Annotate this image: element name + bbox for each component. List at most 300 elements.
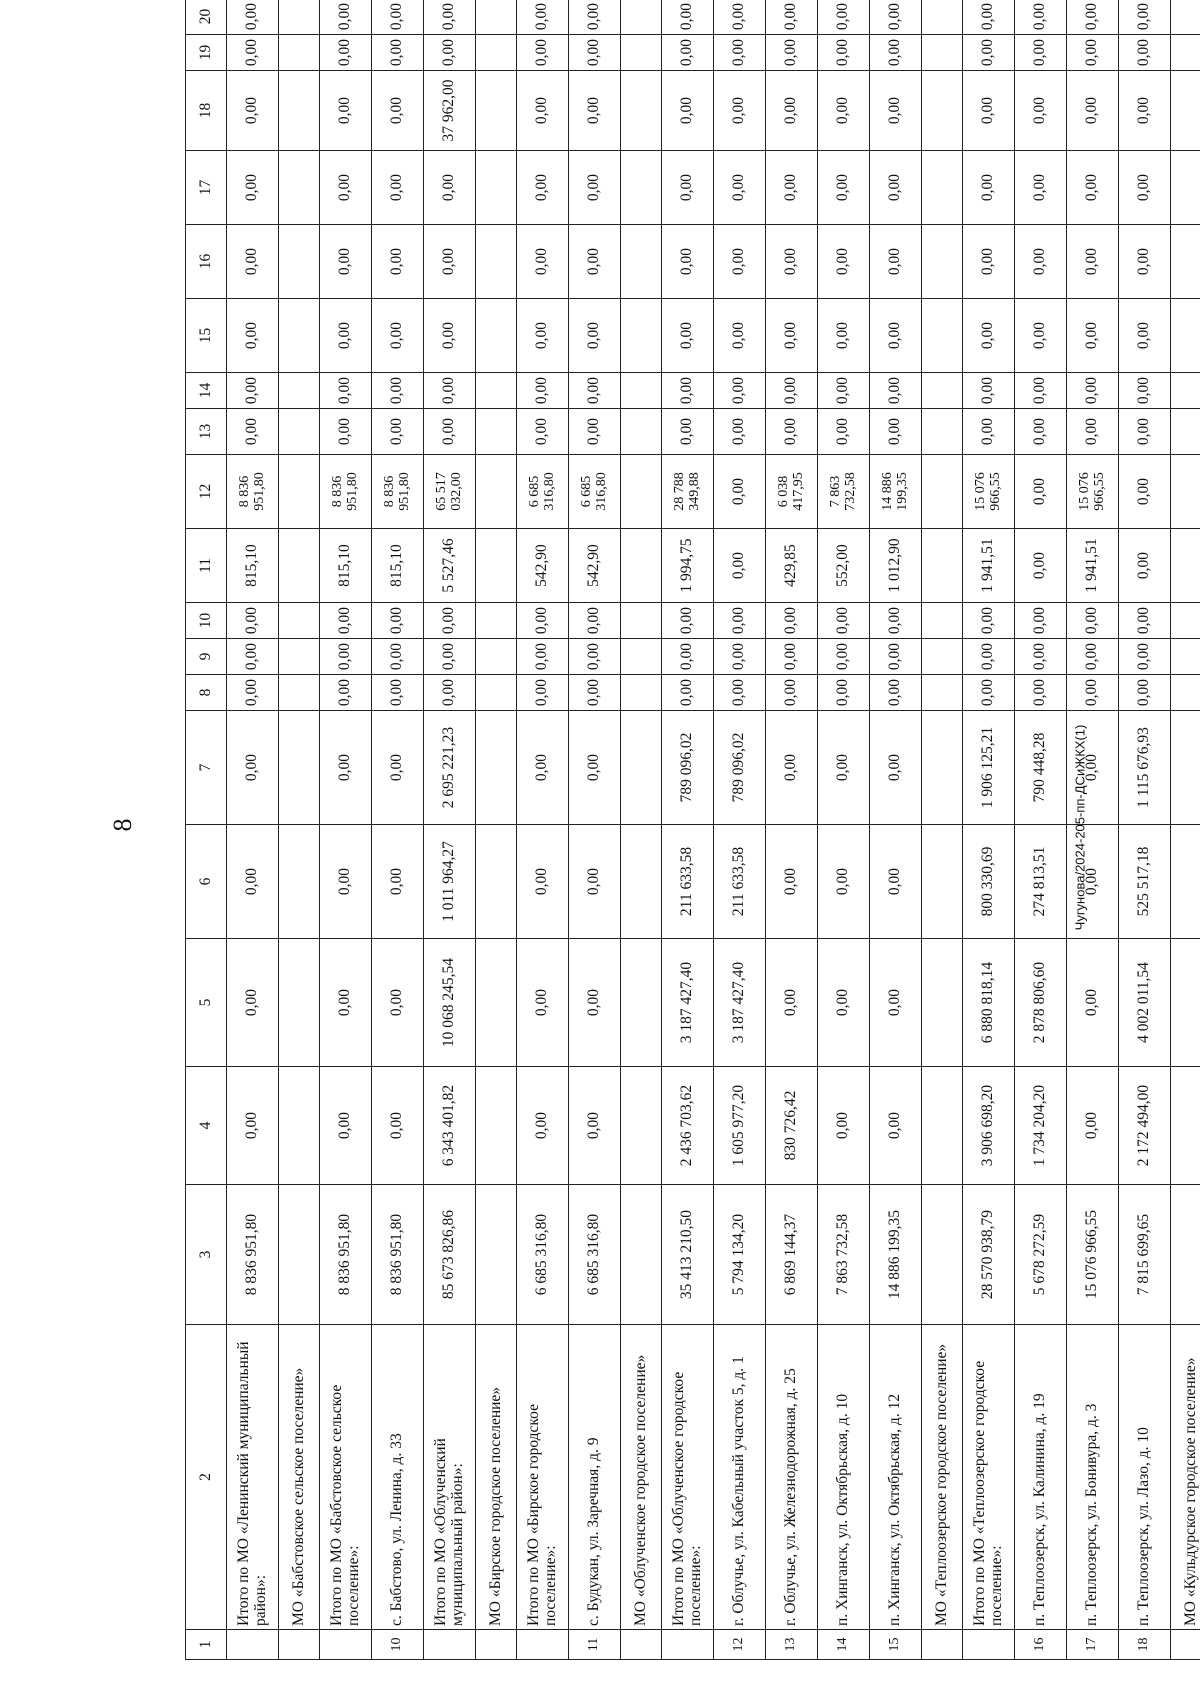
table-cell [279, 299, 320, 373]
column-header: 8 [186, 675, 227, 711]
table-cell [922, 603, 963, 639]
table-cell [1171, 35, 1200, 71]
table-cell: 0,00 [320, 71, 372, 151]
column-header: 9 [186, 639, 227, 675]
table-cell: 0,00 [569, 225, 621, 299]
table-cell: 1 011 964,27 [424, 825, 476, 939]
table-cell: 542,90 [517, 529, 569, 603]
table-cell: 0,00 [424, 299, 476, 373]
table-cell [476, 1185, 517, 1325]
table-cell: 0,00 [963, 639, 1015, 675]
table-cell: 3 906 698,20 [963, 1067, 1015, 1185]
table-cell [922, 409, 963, 455]
table-cell: 15 076 966,55 [1067, 455, 1119, 529]
table-cell: 28 570 938,79 [963, 1185, 1015, 1325]
table-cell [279, 825, 320, 939]
table-cell: 0,00 [569, 151, 621, 225]
table-cell: 35 413 210,50 [662, 1185, 714, 1325]
table-cell: 0,00 [818, 373, 870, 409]
table-cell [922, 35, 963, 71]
table-cell: 0,00 [1015, 35, 1067, 71]
row-label: Итого по МО «Облученский муниципальный район»: [424, 1325, 476, 1630]
table-cell [476, 0, 517, 35]
table-cell [476, 603, 517, 639]
table-cell: 0,00 [372, 299, 424, 373]
table-cell: 0,00 [963, 409, 1015, 455]
table-cell: 0,00 [963, 0, 1015, 35]
header-row [186, 0, 227, 1660]
table-cell: 0,00 [714, 529, 766, 603]
table-cell: 5 794 134,20 [714, 1185, 766, 1325]
table-cell [922, 71, 963, 151]
table-cell: 2 878 806,60 [1015, 939, 1067, 1067]
table-cell: 0,00 [818, 0, 870, 35]
table-cell: 0,00 [662, 151, 714, 225]
row-label: г. Облучье, ул. Кабельный участок 5, д. 1 [714, 1325, 766, 1630]
table-cell [279, 455, 320, 529]
row-number [621, 1630, 662, 1660]
table-cell: 0,00 [1119, 225, 1171, 299]
table-row [870, 0, 922, 1660]
column-header: 11 [186, 529, 227, 603]
table-cell: 0,00 [1067, 675, 1119, 711]
table-cell: 0,00 [662, 409, 714, 455]
table-cell: 0,00 [569, 35, 621, 71]
table-cell [922, 529, 963, 603]
table-cell: 0,00 [1015, 373, 1067, 409]
section-row [621, 0, 662, 1660]
table-cell: 0,00 [569, 639, 621, 675]
table-cell [476, 35, 517, 71]
table-cell: 2 695 221,23 [424, 711, 476, 825]
row-label: г. Облучье, ул. Железнодорожная, д. 25 [766, 1325, 818, 1630]
row-label: Итого по МО «Бирское городское поселение»: [517, 1325, 569, 1630]
table-cell: 0,00 [870, 825, 922, 939]
table-cell: 0,00 [766, 71, 818, 151]
table-cell [279, 639, 320, 675]
table-cell: 0,00 [227, 639, 279, 675]
table-cell: 6 685 316,80 [569, 455, 621, 529]
table-cell: 815,10 [372, 529, 424, 603]
table-cell: 0,00 [517, 939, 569, 1067]
table-cell: 0,00 [517, 71, 569, 151]
table-cell: 8 836 951,80 [227, 455, 279, 529]
table-cell [621, 299, 662, 373]
table-cell: 0,00 [372, 71, 424, 151]
table-cell: 0,00 [818, 225, 870, 299]
table-cell [621, 0, 662, 35]
table-cell [476, 225, 517, 299]
section-title: МО «Бабстовское сельское поселение» [279, 1325, 320, 1630]
table-cell: 0,00 [766, 225, 818, 299]
table-cell: 2 172 494,00 [1119, 1067, 1171, 1185]
table-cell [1171, 939, 1200, 1067]
table-cell [279, 409, 320, 455]
table-cell: 0,00 [766, 299, 818, 373]
row-number [424, 1630, 476, 1660]
table-cell: 0,00 [818, 939, 870, 1067]
table-cell: 0,00 [517, 225, 569, 299]
table-cell: 8 836 951,80 [320, 1185, 372, 1325]
table-cell: 0,00 [424, 409, 476, 455]
table-cell: 0,00 [766, 825, 818, 939]
table-cell [621, 71, 662, 151]
table-cell: 0,00 [714, 675, 766, 711]
table-cell: 0,00 [766, 603, 818, 639]
table-cell: 0,00 [320, 0, 372, 35]
table-cell: 0,00 [1067, 71, 1119, 151]
table-cell: 0,00 [569, 71, 621, 151]
table-cell [1171, 639, 1200, 675]
table-cell [279, 35, 320, 71]
table-cell: 0,00 [1015, 675, 1067, 711]
table-cell [476, 529, 517, 603]
table-cell: 0,00 [870, 299, 922, 373]
table-row [818, 0, 870, 1660]
column-header: 12 [186, 455, 227, 529]
table-cell: 0,00 [372, 603, 424, 639]
table-cell: 815,10 [320, 529, 372, 603]
table-row [517, 0, 569, 1660]
table-cell: 1 906 125,21 [963, 711, 1015, 825]
table-cell: 0,00 [714, 71, 766, 151]
row-number: 12 [714, 1630, 766, 1660]
row-label: п. Теплоозерск, ул. Бонивура, д. 3 [1067, 1325, 1119, 1630]
table-row [1015, 0, 1067, 1660]
table-cell [279, 939, 320, 1067]
table-cell: 0,00 [662, 675, 714, 711]
table-cell: 1 941,51 [963, 529, 1015, 603]
row-label: п. Хинганск, ул. Октябрьская, д. 12 [870, 1325, 922, 1630]
table-cell: 0,00 [569, 0, 621, 35]
table-cell: 6 343 401,82 [424, 1067, 476, 1185]
table-cell [476, 373, 517, 409]
table-cell: 0,00 [714, 299, 766, 373]
section-row [476, 0, 517, 1660]
table-cell [1171, 675, 1200, 711]
table-cell: 0,00 [963, 603, 1015, 639]
table-cell [922, 639, 963, 675]
column-header: 10 [186, 603, 227, 639]
table-cell: 0,00 [963, 35, 1015, 71]
table-cell: 3 187 427,40 [714, 939, 766, 1067]
table-cell: 0,00 [963, 675, 1015, 711]
table-cell: 0,00 [424, 675, 476, 711]
table-cell: 0,00 [1119, 35, 1171, 71]
table-cell: 15 076 966,55 [1067, 1185, 1119, 1325]
table-cell: 0,00 [569, 373, 621, 409]
table-cell [922, 1185, 963, 1325]
table-cell: 0,00 [1067, 373, 1119, 409]
row-number: 18 [1119, 1630, 1171, 1660]
table-cell: 0,00 [320, 603, 372, 639]
table-cell: 0,00 [320, 409, 372, 455]
table-cell: 0,00 [320, 299, 372, 373]
table-cell: 0,00 [227, 151, 279, 225]
table-cell: 0,00 [870, 35, 922, 71]
table-cell: 65 517 032,00 [424, 455, 476, 529]
table-cell: 3 187 427,40 [662, 939, 714, 1067]
row-number: 13 [766, 1630, 818, 1660]
table-cell: 0,00 [517, 151, 569, 225]
table-cell: 815,10 [227, 529, 279, 603]
table-cell: 0,00 [517, 299, 569, 373]
financing-table [185, 0, 1200, 1660]
row-number [922, 1630, 963, 1660]
column-header: 20 [186, 0, 227, 35]
section-row [279, 0, 320, 1660]
table-cell: 0,00 [870, 1067, 922, 1185]
table-cell: 37 962,00 [424, 71, 476, 151]
table-cell: 552,00 [818, 529, 870, 603]
table-cell [476, 151, 517, 225]
table-cell: 0,00 [227, 409, 279, 455]
table-cell: 0,00 [320, 373, 372, 409]
table-cell: 0,00 [517, 639, 569, 675]
table-cell [922, 299, 963, 373]
table-cell: 0,00 [1067, 35, 1119, 71]
table-cell: 0,00 [227, 35, 279, 71]
table-cell: 8 836 951,80 [320, 455, 372, 529]
table-cell: 211 633,58 [662, 825, 714, 939]
table-cell: 6 038 417,95 [766, 455, 818, 529]
table-cell: 0,00 [517, 675, 569, 711]
table-cell: 0,00 [818, 603, 870, 639]
row-number [320, 1630, 372, 1660]
table-cell [279, 151, 320, 225]
table-cell [476, 639, 517, 675]
row-label: Итого по МО «Бабстовское сельское поселение»: [320, 1325, 372, 1630]
table-cell: 1 941,51 [1067, 529, 1119, 603]
table-cell: 0,00 [963, 225, 1015, 299]
column-header: 17 [186, 151, 227, 225]
column-header: 18 [186, 71, 227, 151]
table-cell: 0,00 [1119, 71, 1171, 151]
table-cell: 0,00 [372, 825, 424, 939]
table-cell: 0,00 [424, 373, 476, 409]
table-cell: 14 886 199,35 [870, 1185, 922, 1325]
table-cell: 0,00 [766, 409, 818, 455]
table-cell: 0,00 [1015, 299, 1067, 373]
table-row [662, 0, 714, 1660]
table-cell: 0,00 [1119, 675, 1171, 711]
table-cell: 0,00 [662, 299, 714, 373]
table-cell [1171, 71, 1200, 151]
table-cell: 0,00 [320, 1067, 372, 1185]
table-cell: 1 012,90 [870, 529, 922, 603]
table-cell: 0,00 [424, 225, 476, 299]
table-cell: 0,00 [818, 151, 870, 225]
table-cell: 0,00 [1067, 639, 1119, 675]
table-cell: 0,00 [818, 639, 870, 675]
table-cell [476, 409, 517, 455]
table-cell: 0,00 [320, 939, 372, 1067]
table-cell [476, 825, 517, 939]
table-cell: 0,00 [320, 675, 372, 711]
table-cell: 0,00 [662, 225, 714, 299]
table-cell [621, 639, 662, 675]
section-title: МО «Теплоозерское городское поселение» [922, 1325, 963, 1630]
table-cell: 0,00 [372, 409, 424, 455]
table-cell: 0,00 [818, 675, 870, 711]
table-cell: 0,00 [870, 675, 922, 711]
table-cell [621, 225, 662, 299]
table-cell [476, 711, 517, 825]
table-cell: 0,00 [870, 639, 922, 675]
column-header: 3 [186, 1185, 227, 1325]
table-cell: 0,00 [870, 409, 922, 455]
table-cell: 0,00 [372, 0, 424, 35]
table-cell [1171, 225, 1200, 299]
table-cell [476, 71, 517, 151]
table-cell [621, 529, 662, 603]
table-cell: 0,00 [766, 711, 818, 825]
table-cell: 0,00 [1067, 1067, 1119, 1185]
table-cell: 0,00 [870, 711, 922, 825]
table-cell [621, 151, 662, 225]
row-label: Итого по МО «Теплоозерское городское поселение»: [963, 1325, 1015, 1630]
table-cell: 0,00 [1015, 225, 1067, 299]
row-label: п. Хинганск, ул. Октябрьская, д. 10 [818, 1325, 870, 1630]
table-cell: 0,00 [714, 225, 766, 299]
table-cell: 14 886 199,35 [870, 455, 922, 529]
table-cell: 0,00 [1119, 639, 1171, 675]
table-cell: 0,00 [818, 35, 870, 71]
table-cell: 0,00 [714, 455, 766, 529]
table-cell: 0,00 [766, 35, 818, 71]
column-header: 16 [186, 225, 227, 299]
table-cell [1171, 151, 1200, 225]
column-header: 1 [186, 1630, 227, 1660]
table-cell: 0,00 [227, 71, 279, 151]
table-cell [1171, 299, 1200, 373]
table-cell: 0,00 [569, 675, 621, 711]
table-cell: 0,00 [517, 825, 569, 939]
table-cell: 0,00 [766, 939, 818, 1067]
table-cell: 0,00 [714, 35, 766, 71]
table-cell [922, 0, 963, 35]
table-cell: 0,00 [517, 373, 569, 409]
table-cell: 0,00 [372, 35, 424, 71]
row-label: п. Теплоозерск, ул. Калинина, д. 19 [1015, 1325, 1067, 1630]
table-cell: 525 517,18 [1119, 825, 1171, 939]
row-number [662, 1630, 714, 1660]
table-cell: 0,00 [569, 603, 621, 639]
table-cell: 789 096,02 [662, 711, 714, 825]
table-cell [922, 225, 963, 299]
table-cell: 0,00 [963, 299, 1015, 373]
table-cell: 1 605 977,20 [714, 1067, 766, 1185]
table-cell: 0,00 [1015, 603, 1067, 639]
column-header: 15 [186, 299, 227, 373]
table-cell [922, 455, 963, 529]
table-cell: 0,00 [424, 0, 476, 35]
table-cell [279, 711, 320, 825]
table-cell: 0,00 [517, 35, 569, 71]
table-cell [279, 71, 320, 151]
row-number: 17 [1067, 1630, 1119, 1660]
table-cell: 0,00 [818, 71, 870, 151]
table-cell: 0,00 [227, 675, 279, 711]
row-number: 16 [1015, 1630, 1067, 1660]
table-cell: 0,00 [870, 373, 922, 409]
table-cell [279, 373, 320, 409]
table-cell: 6 685 316,80 [517, 455, 569, 529]
table-cell: 0,00 [963, 373, 1015, 409]
table-cell: 6 685 316,80 [569, 1185, 621, 1325]
table-cell: 0,00 [1119, 409, 1171, 455]
table-cell: 0,00 [227, 603, 279, 639]
table-cell: 0,00 [424, 151, 476, 225]
table-cell: 1 115 676,93 [1119, 711, 1171, 825]
table-cell: 8 836 951,80 [372, 1185, 424, 1325]
table-cell: 0,00 [818, 825, 870, 939]
table-cell: 830 726,42 [766, 1067, 818, 1185]
table-cell: 0,00 [1119, 529, 1171, 603]
table-cell: 0,00 [870, 151, 922, 225]
table-row [1067, 0, 1119, 1660]
table-cell [1171, 455, 1200, 529]
table-cell: 211 633,58 [714, 825, 766, 939]
table-cell: 0,00 [569, 1067, 621, 1185]
table-cell: 0,00 [372, 639, 424, 675]
table-cell: 0,00 [818, 1067, 870, 1185]
column-header: 6 [186, 825, 227, 939]
table-cell: 274 813,51 [1015, 825, 1067, 939]
row-label: с. Бабстово, ул. Ленина, д. 33 [372, 1325, 424, 1630]
table-cell [279, 225, 320, 299]
table-cell: 0,00 [227, 939, 279, 1067]
table-cell: 0,00 [818, 711, 870, 825]
row-number: 15 [870, 1630, 922, 1660]
row-number: 11 [569, 1630, 621, 1660]
table-cell: 8 836 951,80 [372, 455, 424, 529]
table-cell: 0,00 [766, 675, 818, 711]
table-cell: 0,00 [1067, 299, 1119, 373]
table-cell [1171, 529, 1200, 603]
table-cell: 0,00 [569, 711, 621, 825]
table-cell [1171, 409, 1200, 455]
row-label: с. Будукан, ул. Заречная, д. 9 [569, 1325, 621, 1630]
table-cell [621, 35, 662, 71]
page-number: 8 [108, 818, 137, 832]
table-cell: 800 330,69 [963, 825, 1015, 939]
table-cell: 85 673 826,86 [424, 1185, 476, 1325]
row-number [227, 1630, 279, 1660]
table-cell: 2 436 703,62 [662, 1067, 714, 1185]
section-row [1171, 0, 1200, 1660]
table-cell: 0,00 [870, 71, 922, 151]
table-cell: 0,00 [424, 639, 476, 675]
column-header: 2 [186, 1325, 227, 1630]
table-cell: 0,00 [424, 35, 476, 71]
table-cell: 789 096,02 [714, 711, 766, 825]
table-cell [621, 603, 662, 639]
table-cell: 0,00 [662, 639, 714, 675]
table-cell: 0,00 [372, 373, 424, 409]
table-cell [922, 825, 963, 939]
table-cell: 0,00 [1015, 639, 1067, 675]
table-cell: 0,00 [766, 151, 818, 225]
table-cell: 0,00 [517, 711, 569, 825]
column-header: 14 [186, 373, 227, 409]
table-cell [621, 1185, 662, 1325]
table-cell: 0,00 [870, 0, 922, 35]
table-cell [476, 1067, 517, 1185]
table-cell [922, 711, 963, 825]
table-cell: 0,00 [320, 225, 372, 299]
row-number [476, 1630, 517, 1660]
